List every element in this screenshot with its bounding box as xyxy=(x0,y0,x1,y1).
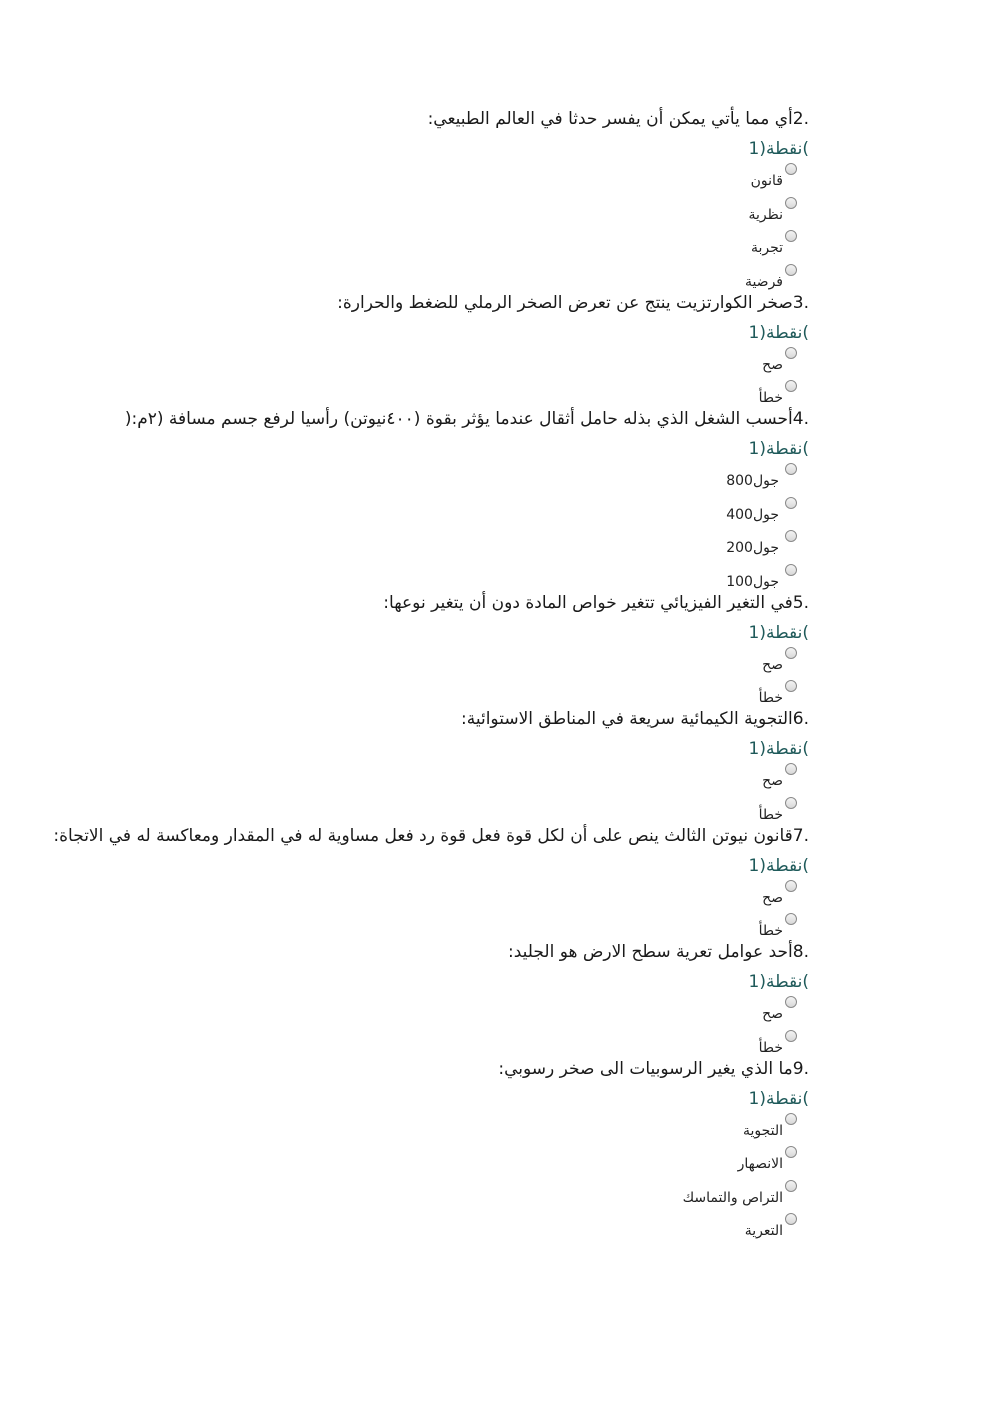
points-label: 1)نقطة( xyxy=(748,972,809,992)
option-label: صح xyxy=(762,773,783,789)
question-text: .3صخر الكوارتزيت ينتج عن تعرض الصخر الرملي للضغط والحرارة: xyxy=(337,292,809,313)
radio-button[interactable] xyxy=(785,163,797,175)
option[interactable] xyxy=(49,1113,809,1147)
option[interactable] xyxy=(49,1146,809,1180)
option[interactable] xyxy=(49,996,809,1030)
option[interactable] xyxy=(49,380,809,404)
points-label: 1)نقطة( xyxy=(748,439,809,459)
question-text: .6التجوية الكيمائية سريعة في المناطق الاستوائية: xyxy=(460,709,809,729)
radio-button[interactable] xyxy=(785,880,797,892)
option-label: 400جول xyxy=(726,506,779,523)
option-label: التراص والتماسك xyxy=(682,1189,783,1206)
option-label: الانصهار xyxy=(737,1156,783,1172)
radio-button[interactable] xyxy=(785,197,797,209)
option-label: 800جول xyxy=(726,473,779,489)
question-8 xyxy=(49,937,809,1054)
option-label: خطأ xyxy=(758,390,783,406)
option[interactable] xyxy=(49,530,809,564)
option-label: خطأ xyxy=(758,690,783,706)
option-label: صح xyxy=(762,889,783,906)
radio-button[interactable] xyxy=(785,763,797,775)
radio-button[interactable] xyxy=(785,347,797,359)
points-label: 1)نقطة( xyxy=(748,739,809,759)
points-label: 1)نقطة( xyxy=(748,1088,809,1109)
question-4 xyxy=(49,404,809,588)
option-label: خطأ xyxy=(758,806,783,823)
question-text: .4أحسب الشغل الذي بذله حامل أثقال عندما يؤثر بقوة (٤٠٠نيوتن) رأسيا لرفع جسم مسافة (٢م:( xyxy=(124,409,809,429)
option[interactable] xyxy=(49,1213,809,1237)
option-label: التجوية xyxy=(742,1122,783,1139)
radio-button[interactable] xyxy=(785,680,797,692)
option[interactable] xyxy=(49,797,809,821)
option-label: صح xyxy=(762,356,783,373)
radio-button[interactable] xyxy=(785,797,797,809)
question-3 xyxy=(49,288,809,405)
question-5 xyxy=(49,588,809,705)
option-label: صح xyxy=(762,1006,783,1022)
question-text: .8أحد عوامل تعرية سطح الارض هو الجليد: xyxy=(508,942,809,962)
radio-button[interactable] xyxy=(785,380,797,392)
option[interactable] xyxy=(49,880,809,914)
option-label: قانون xyxy=(750,173,783,189)
option[interactable] xyxy=(49,230,809,264)
radio-button[interactable] xyxy=(785,264,797,276)
radio-button[interactable] xyxy=(785,1213,797,1225)
radio-button[interactable] xyxy=(785,530,797,542)
question-text: .7قانون نيوتن الثالث ينص على أن لكل قوة فعل قوة رد فعل مساوية له في المقدار ومعاكسة له في الاتجاة: xyxy=(53,825,809,846)
option-label: نظرية xyxy=(748,206,783,223)
option[interactable] xyxy=(49,163,809,197)
question-text: .9ما الذي يغير الرسوبيات الى صخر رسوبي: xyxy=(498,1058,809,1079)
radio-button[interactable] xyxy=(785,996,797,1008)
option[interactable] xyxy=(49,197,809,231)
option[interactable] xyxy=(49,647,809,681)
option-label: خطأ xyxy=(758,923,783,939)
radio-button[interactable] xyxy=(785,1146,797,1158)
option[interactable] xyxy=(49,913,809,937)
radio-button[interactable] xyxy=(785,913,797,925)
question-6 xyxy=(49,704,809,821)
option[interactable] xyxy=(49,763,809,797)
points-label: 1)نقطة( xyxy=(748,322,809,343)
points-label: 1)نقطة( xyxy=(748,622,809,643)
radio-button[interactable] xyxy=(785,564,797,576)
option[interactable] xyxy=(49,463,809,497)
radio-button[interactable] xyxy=(785,1180,797,1192)
option-label: 100جول xyxy=(726,573,779,590)
option[interactable] xyxy=(49,1180,809,1214)
points-label: 1)نقطة( xyxy=(748,855,809,876)
option-label: صح xyxy=(762,656,783,673)
option-label: تجربة xyxy=(750,240,783,256)
option-label: خطأ xyxy=(758,1039,783,1056)
radio-button[interactable] xyxy=(785,647,797,659)
option[interactable] xyxy=(49,264,809,288)
question-text: .2أي مما يأتي يمكن أن يفسر حدثا في العالم الطبيعي: xyxy=(427,109,809,129)
option[interactable] xyxy=(49,497,809,531)
option[interactable] xyxy=(49,680,809,704)
radio-button[interactable] xyxy=(785,1113,797,1125)
points-label: 1)نقطة( xyxy=(748,139,809,159)
question-2 xyxy=(49,104,809,288)
option[interactable] xyxy=(49,347,809,381)
option[interactable] xyxy=(49,1030,809,1054)
option[interactable] xyxy=(49,564,809,588)
option-label: فرضية xyxy=(744,273,783,290)
radio-button[interactable] xyxy=(785,497,797,509)
radio-button[interactable] xyxy=(785,230,797,242)
option-label: التعرية xyxy=(744,1223,783,1239)
radio-button[interactable] xyxy=(785,463,797,475)
radio-button[interactable] xyxy=(785,1030,797,1042)
question-9 xyxy=(49,1054,809,1238)
question-7 xyxy=(49,821,809,938)
question-text: .5في التغير الفيزيائي تتغير خواص المادة دون أن يتغير نوعها: xyxy=(383,592,809,613)
option-label: 200جول xyxy=(726,540,779,556)
quiz-form xyxy=(49,104,809,1237)
